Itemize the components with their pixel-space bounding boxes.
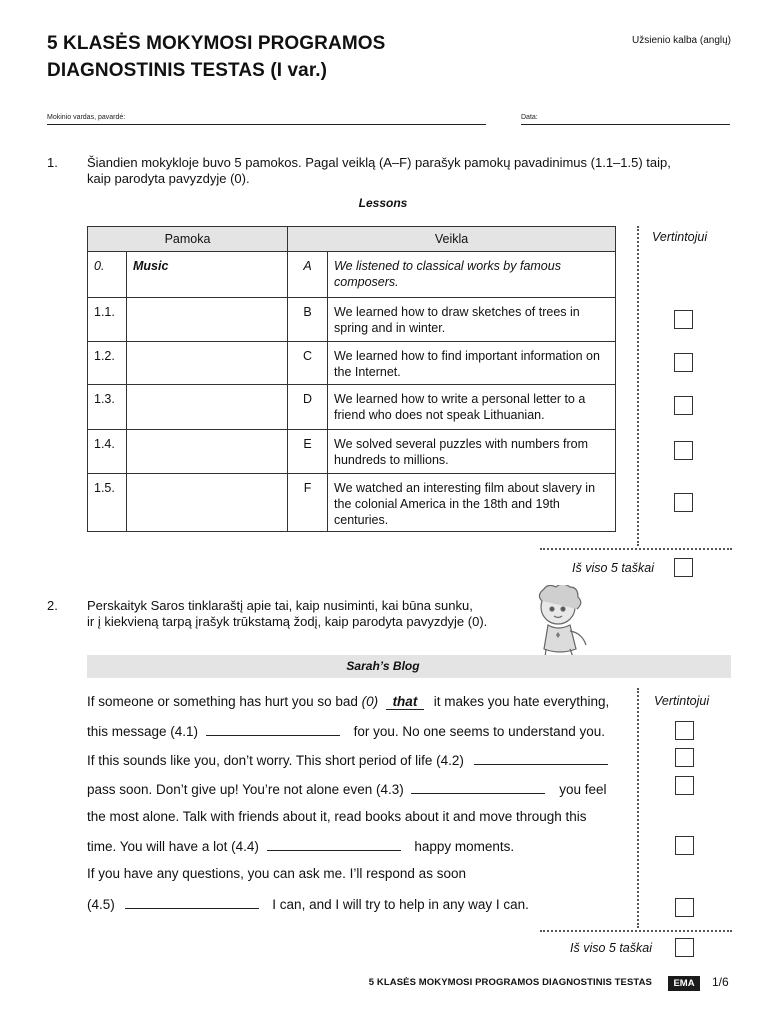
activity-text: We watched an interesting film about slavery in the colonial America in the 18th and 19th centuries.: [328, 474, 616, 532]
question-1-text-line-1: Šiandien mokykloje buvo 5 pamokos. Pagal veiklą (A–F) parašyk pamokų pavadinimus (1.1–1.5) taip,: [87, 155, 671, 170]
blog-title: Sarah’s Blog: [346, 659, 420, 673]
grader-divider: [637, 226, 639, 546]
blog-text: (4.5): [87, 897, 115, 912]
row-number: 1.3.: [88, 385, 127, 430]
score-box-1-3[interactable]: [674, 396, 693, 415]
student-name-field[interactable]: [47, 124, 486, 125]
question-1-text-line-2: kaip parodyta pavyzdyje (0).: [87, 171, 250, 186]
blog-text: you feel: [559, 782, 607, 797]
activity-letter: F: [288, 474, 328, 532]
score-box-1-5[interactable]: [674, 493, 693, 512]
question-1-number: 1.: [47, 155, 58, 170]
row-number: 0.: [88, 252, 127, 298]
blog-line-6: [87, 838, 514, 854]
blog-line-7: [87, 866, 466, 881]
score-box-4-4[interactable]: [675, 836, 694, 855]
question-2-text-line-2: ir į kiekvieną tarpą įrašyk trūkstamą žodį, kaip parodyta pavyzdyje (0).: [87, 614, 488, 629]
activity-text: We learned how to draw sketches of trees in spring and in winter.: [328, 298, 616, 342]
answer-blank-4-5[interactable]: [125, 896, 259, 909]
total-score-box-q2[interactable]: [675, 938, 694, 957]
column-header-activity: Veikla: [288, 227, 616, 252]
date-label: Data:: [521, 114, 538, 121]
score-box-4-3[interactable]: [675, 776, 694, 795]
blog-text: it makes you hate everything,: [433, 694, 610, 709]
activity-text: We listened to classical works by famous composers.: [328, 252, 616, 298]
footer-text: 5 KLASĖS MOKYMOSI PROGRAMOS DIAGNOSTINIS TESTAS: [368, 977, 652, 988]
example-marker: (0): [361, 694, 379, 709]
score-box-1-4[interactable]: [674, 441, 693, 460]
blog-line-2: [87, 723, 605, 739]
blog-line-1: [87, 694, 609, 710]
total-score-box-q1[interactable]: [674, 558, 693, 577]
blog-text: I can, and I will try to help in any way I can.: [272, 897, 529, 912]
total-divider: [540, 548, 732, 550]
blog-text: If someone or something has hurt you so bad: [87, 694, 362, 709]
date-field[interactable]: [521, 124, 730, 125]
blog-line-3: [87, 752, 608, 768]
row-number: 1.1.: [88, 298, 127, 342]
lesson-answer-example: Music: [127, 252, 288, 298]
grader-label: Vertintojui: [654, 694, 710, 708]
total-divider: [540, 930, 732, 932]
blog-text: happy moments.: [414, 839, 515, 854]
activity-letter: E: [288, 430, 328, 474]
table-row-1-4: [88, 430, 616, 474]
question-2-text: [87, 598, 537, 630]
blog-line-8: [87, 896, 529, 912]
row-number: 1.5.: [88, 474, 127, 532]
activity-letter: A: [288, 252, 328, 298]
table-header-row: [88, 227, 616, 252]
total-label-q1: Iš viso 5 taškai: [572, 561, 654, 575]
answer-blank-4-1[interactable]: [206, 723, 340, 736]
score-box-1-2[interactable]: [674, 353, 693, 372]
table-row-1-5: [88, 474, 616, 532]
row-number: 1.2.: [88, 342, 127, 385]
activity-text: We learned how to find important information on the Internet.: [328, 342, 616, 385]
answer-blank-4-3[interactable]: [411, 781, 545, 794]
activity-letter: C: [288, 342, 328, 385]
title-line-2: DIAGNOSTINIS TESTAS (I var.): [47, 60, 328, 81]
column-header-lesson: Pamoka: [88, 227, 288, 252]
blog-text: If you have any questions, you can ask me. I’ll respond as soon: [87, 866, 466, 881]
grader-divider: [637, 688, 639, 928]
table-row-1-2: [88, 342, 616, 385]
row-number: 1.4.: [88, 430, 127, 474]
grader-label: Vertintojui: [652, 230, 708, 244]
answer-blank-4-2[interactable]: [474, 752, 608, 765]
table-row-example: [88, 252, 616, 298]
lesson-answer-cell-1-1[interactable]: [127, 298, 288, 342]
score-box-4-5[interactable]: [675, 898, 694, 917]
blog-text: time. You will have a lot (4.4): [87, 839, 259, 854]
question-1-text: [87, 155, 727, 187]
lesson-answer-cell-1-2[interactable]: [127, 342, 288, 385]
total-label-q2: Iš viso 5 taškai: [570, 941, 652, 955]
lessons-table-title: Lessons: [358, 196, 408, 210]
ema-badge: EMA: [668, 976, 700, 991]
lessons-table: [87, 226, 616, 532]
score-box-4-1[interactable]: [675, 721, 694, 740]
question-2-number: 2.: [47, 598, 58, 613]
lesson-answer-cell-1-4[interactable]: [127, 430, 288, 474]
subject-label: Užsienio kalba (anglų): [632, 35, 731, 46]
blog-text: the most alone. Talk with friends about it, read books about it and move through this: [87, 809, 587, 824]
activity-letter: B: [288, 298, 328, 342]
activity-text: We learned how to write a personal letter to a friend who does not speak Lithuanian.: [328, 385, 616, 430]
page-number: 1/6: [712, 975, 729, 989]
page-title: [47, 30, 385, 84]
activity-text: We solved several puzzles with numbers from hundreds to millions.: [328, 430, 616, 474]
title-line-1: 5 KLASĖS MOKYMOSI PROGRAMOS: [47, 33, 386, 54]
score-box-4-2[interactable]: [675, 748, 694, 767]
blog-text: for you. No one seems to understand you.: [353, 724, 605, 739]
score-box-1-1[interactable]: [674, 310, 693, 329]
blog-line-4: [87, 781, 607, 797]
answer-blank-4-4[interactable]: [267, 838, 401, 851]
example-answer: that: [386, 694, 424, 710]
lesson-answer-cell-1-3[interactable]: [127, 385, 288, 430]
table-row-1-3: [88, 385, 616, 430]
blog-line-5: [87, 809, 587, 824]
table-row-1-1: [88, 298, 616, 342]
activity-letter: D: [288, 385, 328, 430]
blog-text: this message (4.1): [87, 724, 199, 739]
question-2-text-line-1: Perskaityk Saros tinklaraštį apie tai, kaip nusiminti, kai būna sunku,: [87, 598, 473, 613]
blog-text: pass soon. Don’t give up! You’re not alone even (4.3): [87, 782, 404, 797]
lesson-answer-cell-1-5[interactable]: [127, 474, 288, 532]
blog-text: If this sounds like you, don’t worry. This short period of life (4.2): [87, 753, 464, 768]
student-name-label: Mokinio vardas, pavardė:: [47, 114, 126, 121]
